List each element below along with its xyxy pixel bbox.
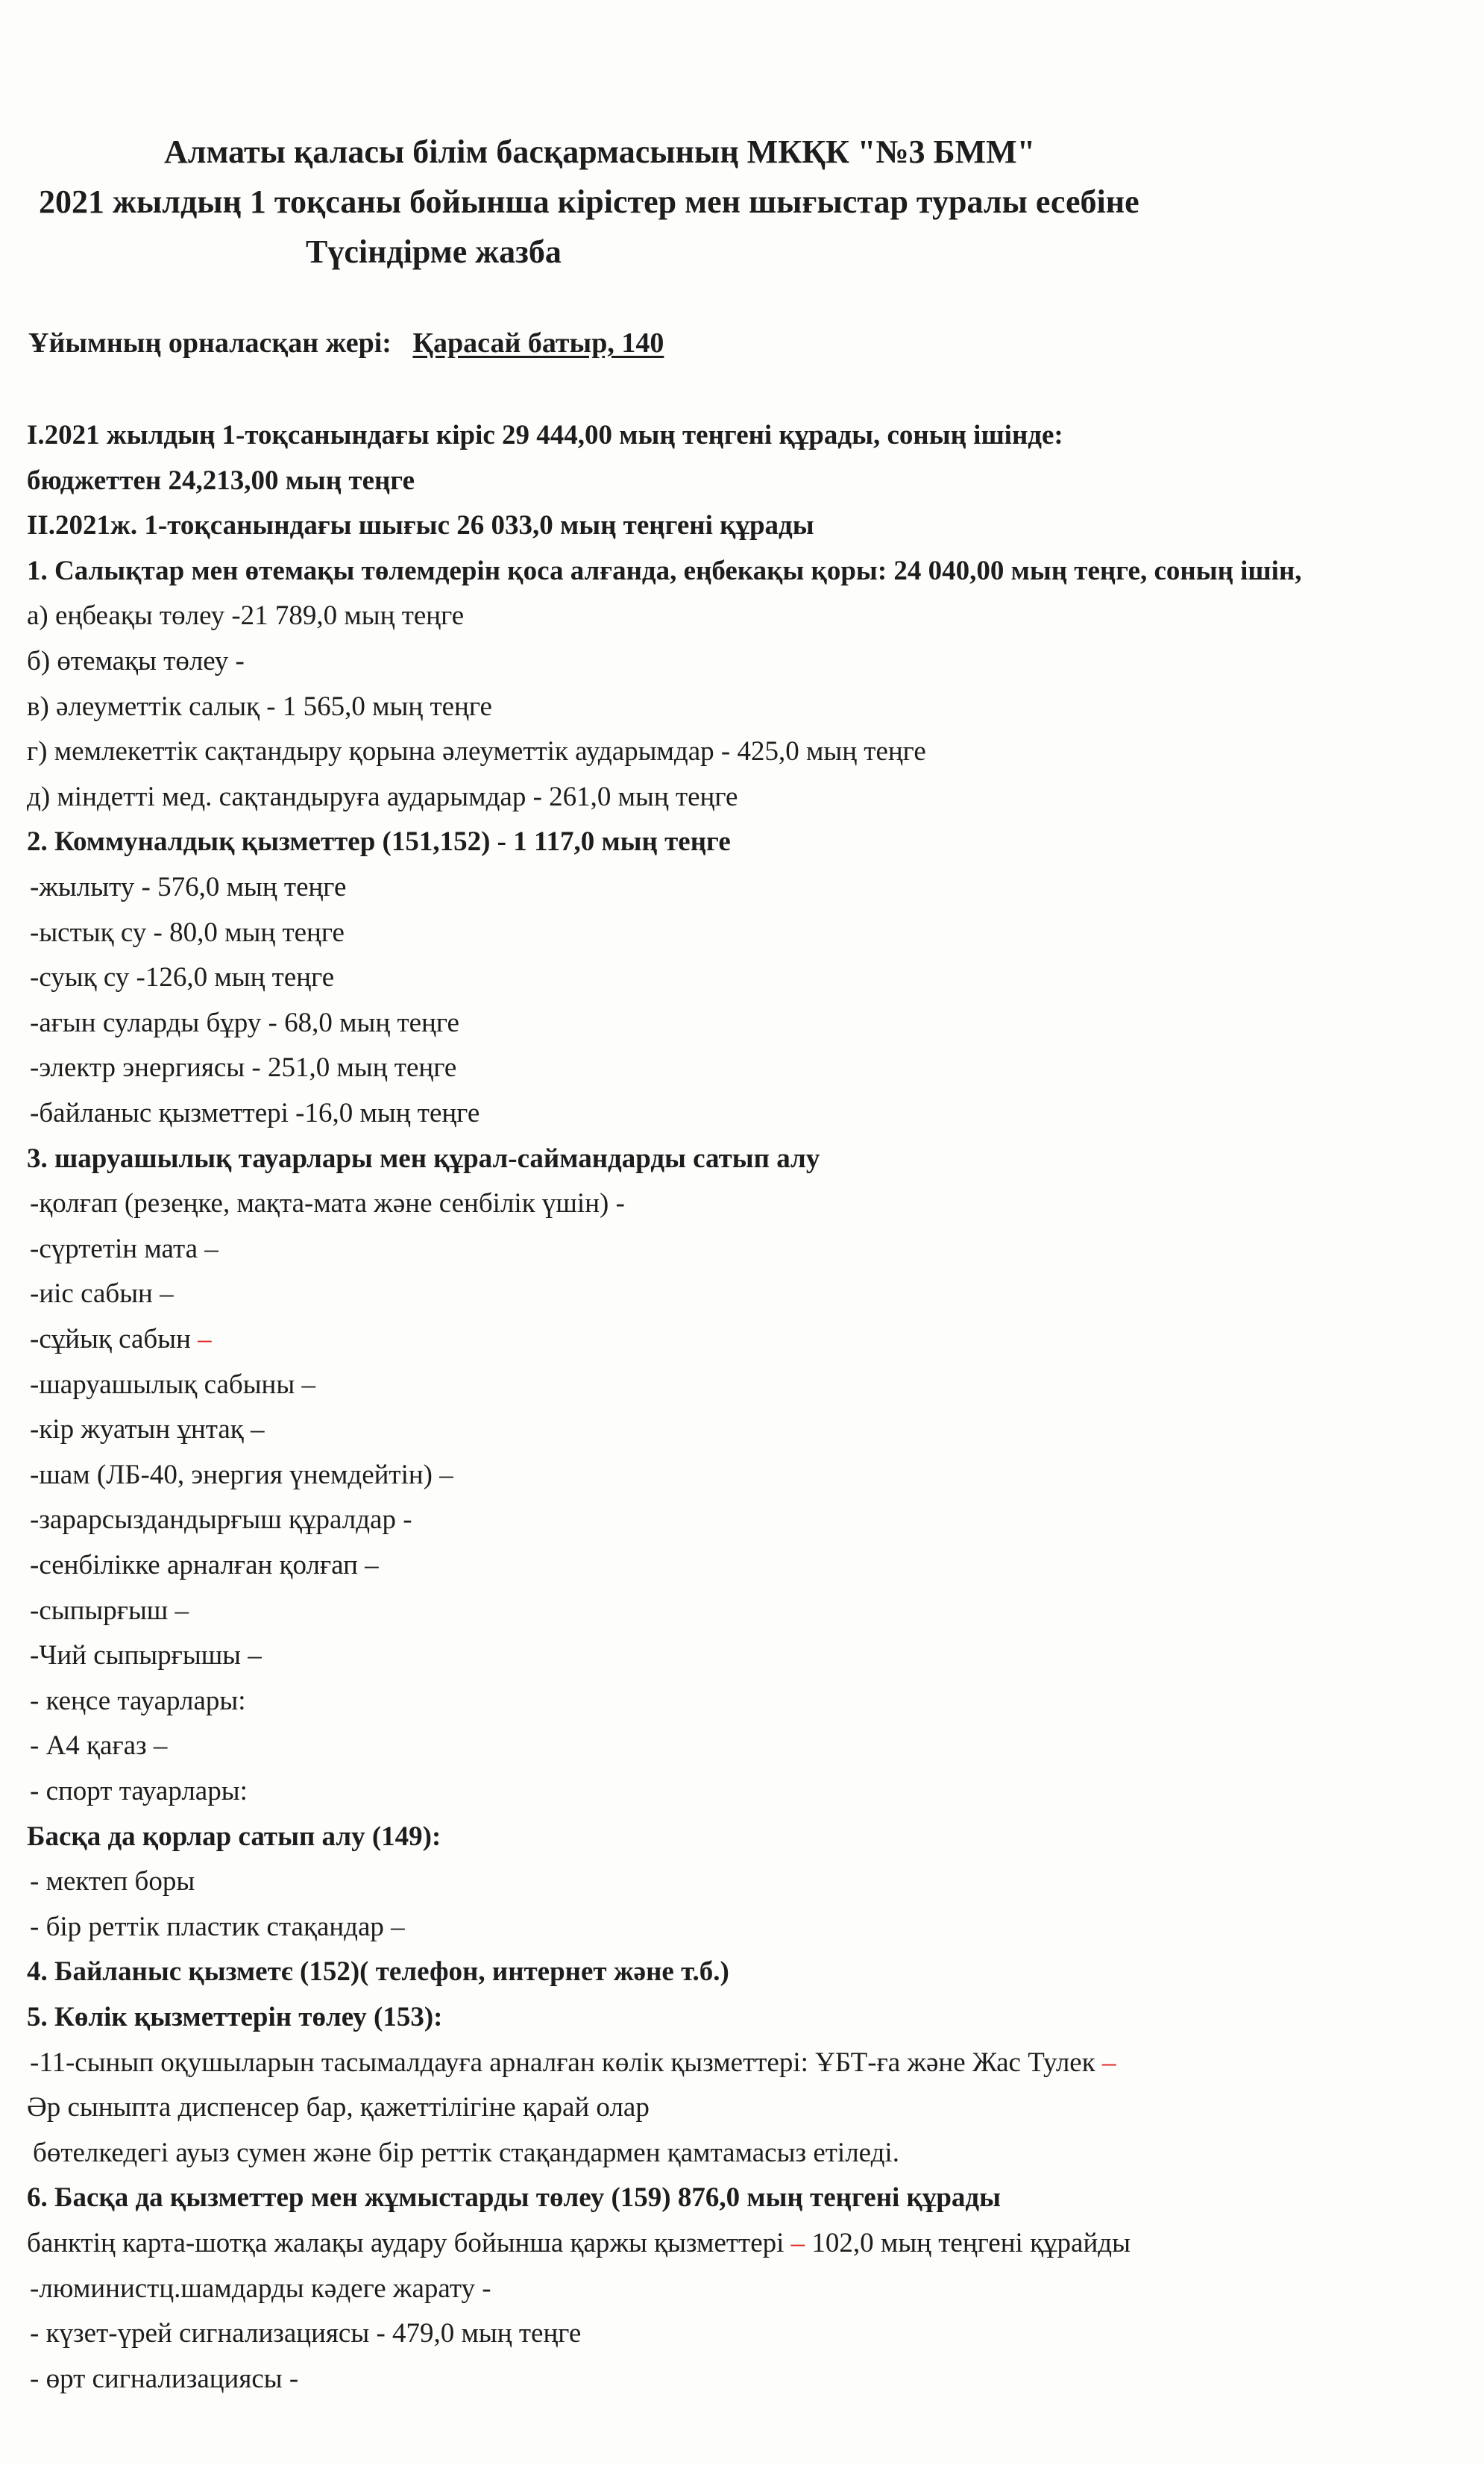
report-line-text: в) әлеуметтік салық - 1 565,0 мың теңге xyxy=(27,691,492,722)
report-line-text: 2. Коммуналдық қызметтер (151,152) - 1 117,0 мың теңге xyxy=(27,826,731,858)
document-title-report: 2021 жылдың 1 тоқсаны бойынша кірістер мен шығыстар туралы есебіне xyxy=(39,183,1139,220)
report-line-text: -қолғап (резеңке, мақта-мата және сенбілік үшін) - xyxy=(30,1188,625,1219)
report-line-text: 3. шаруашылық тауарлары мен құрал-саймандарды сатып алу xyxy=(27,1143,820,1174)
document-title-note: Түсіндірме жазба xyxy=(306,233,562,270)
report-line-text: -сенбілікке арналған қолғап – xyxy=(30,1550,379,1580)
report-line xyxy=(27,783,738,811)
report-line xyxy=(30,1416,265,1443)
report-line xyxy=(30,1597,189,1624)
report-line-text: б) өтемақы төлеу - xyxy=(27,646,245,676)
report-line xyxy=(27,2182,1002,2214)
report-line xyxy=(30,2365,298,2393)
report-line xyxy=(30,1235,218,1263)
document-title-org: Алматы қаласы білім басқармасының МКҚК "№3 БММ" xyxy=(164,134,1036,170)
report-line xyxy=(27,2229,1131,2257)
report-line-text: -Чий сыпырғышы – xyxy=(30,1640,262,1671)
report-line-text: -шаруашылық сабыны – xyxy=(30,1369,315,1400)
report-line-text: -шам (ЛБ-40, энергия үнемдейтін) – xyxy=(30,1459,453,1490)
report-line-amount: 102,0 мың теңгені құрайды xyxy=(805,2228,1131,2258)
report-line-text: -жылыту - 576,0 мың теңге xyxy=(30,872,347,902)
report-line-text: 4. Байланыс қызметє (152)( телефон, интернет және т.б.) xyxy=(27,1956,729,1988)
report-line-text: -люминистц.шамдарды кәдеге жарату - xyxy=(30,2273,491,2304)
report-line-dash: – xyxy=(1095,2047,1116,2078)
report-line xyxy=(30,1730,168,1762)
report-line xyxy=(30,1325,212,1353)
report-line xyxy=(30,964,334,991)
report-line-dash: – xyxy=(784,2228,805,2258)
location-address: Қарасай батыр, 140 xyxy=(412,327,664,359)
report-line xyxy=(30,1009,459,1037)
report-line xyxy=(27,512,814,539)
report-line xyxy=(30,2320,581,2347)
report-line xyxy=(30,1687,246,1715)
location-line xyxy=(28,327,664,359)
location-label: Ұйымның орналасқан жері: xyxy=(28,327,392,359)
report-line xyxy=(30,1052,457,1084)
report-line xyxy=(30,1278,174,1310)
report-line-text: -иіс сабын – xyxy=(30,1278,174,1310)
report-line xyxy=(27,647,245,675)
report-line xyxy=(30,873,346,901)
report-line-text: - өрт сигнализациясы - xyxy=(30,2363,299,2394)
report-line xyxy=(30,1371,315,1398)
report-line xyxy=(27,1956,729,1988)
report-line-text: -сыпырғыш – xyxy=(30,1595,189,1626)
report-line-text: - кеңсе тауарлары: xyxy=(30,1685,246,1716)
report-line-text: -электр энергиясы - 251,0 мың теңге xyxy=(30,1052,457,1084)
report-line xyxy=(30,2049,1116,2076)
report-line-text: -ыстық су - 80,0 мың теңге xyxy=(30,917,345,948)
report-line xyxy=(30,1504,412,1536)
report-line-text: -байланыс қызметтері -16,0 мың теңге xyxy=(30,1098,480,1128)
report-line-dash: – xyxy=(198,1324,212,1354)
report-line xyxy=(27,600,465,632)
report-line-text: -сұйық сабын xyxy=(30,1324,198,1354)
report-line-text: -зарарсыздандырғыш құралдар - xyxy=(30,1504,412,1536)
report-line xyxy=(30,1099,480,1127)
report-line-text: 6. Басқа да қызметтер мен жұмыстарды төлеу (159) 876,0 мың теңгені құрады xyxy=(27,2182,1002,2214)
report-line xyxy=(27,2094,650,2121)
report-line-text: 1. Салықтар мен өтемақы төлемдерін қоса алғанда, еңбекақы қоры: 24 040,00 мың теңге, соның ішін, xyxy=(27,555,1302,586)
report-line-text: - күзет-үрей сигнализациясы - 479,0 мың теңге xyxy=(30,2318,582,2349)
report-line xyxy=(30,2275,491,2302)
report-line xyxy=(33,2139,899,2167)
report-line xyxy=(27,693,492,720)
report-line xyxy=(30,1551,379,1579)
report-line-text: -ағын суларды бұру - 68,0 мың теңге xyxy=(30,1007,459,1038)
report-line xyxy=(30,1461,453,1489)
report-line-text: Әр сыныпта диспенсер бар, қажеттілігіне қарай олар xyxy=(27,2092,650,2123)
report-line-text: д) міндетті мед. сақтандыруға аударымдар - 261,0 мың теңге xyxy=(27,781,738,812)
report-line-text: банктің карта-шотқа жалақы аудару бойынша қаржы қызметтері xyxy=(27,2228,785,2258)
report-line xyxy=(27,1823,441,1850)
report-line xyxy=(30,1190,625,1217)
report-line-text: - бір реттік пластик стақандар – xyxy=(30,1911,405,1942)
report-line-text: бөтелкедегі ауыз сумен және бір реттік стақандармен қамтамасыз етіледі. xyxy=(33,2137,899,2168)
report-line-text: а) еңбеақы төлеу -21 789,0 мың теңге xyxy=(27,600,465,632)
report-line xyxy=(30,1868,195,1895)
report-line xyxy=(30,1913,405,1941)
report-line xyxy=(27,2003,442,2031)
report-line xyxy=(27,1145,820,1172)
report-line-text: г) мемлекеттік сақтандыру қорына әлеуметтік аударымдар - 425,0 мың теңге xyxy=(27,736,926,767)
report-line-text: - А4 қағаз – xyxy=(30,1730,168,1762)
report-line xyxy=(27,738,926,765)
report-line-text: бюджеттен 24,213,00 мың теңге xyxy=(27,465,415,496)
report-line-text: -11-сынып оқушыларын тасымалдауға арналған көлік қызметтері: ҰБТ-ға және Жас Тулек xyxy=(30,2047,1095,2078)
report-line xyxy=(27,826,731,858)
report-line xyxy=(30,1777,248,1805)
report-line xyxy=(27,557,1302,585)
report-line xyxy=(30,919,345,946)
report-line-text: Басқа да қорлар сатып алу (149): xyxy=(27,1821,441,1852)
report-line-text: - мектеп боры xyxy=(30,1866,195,1897)
report-line-text: -сүртетін мата – xyxy=(30,1233,218,1264)
report-line-text: - спорт тауарлары: xyxy=(30,1776,248,1806)
report-line-text: -суық су -126,0 мың теңге xyxy=(30,962,335,993)
report-line-text: II.2021ж. 1-тоқсанындағы шығыс 26 033,0 мың теңгені құрады xyxy=(27,510,814,541)
report-line xyxy=(27,467,415,494)
report-line xyxy=(30,1642,262,1669)
report-line-text: -кір жуатын ұнтақ – xyxy=(30,1414,265,1445)
report-line-text: 5. Көлік қызметтерін төлеу (153): xyxy=(27,2002,443,2032)
report-line xyxy=(27,421,1063,449)
report-line-text: I.2021 жылдың 1-тоқсанындағы кіріс 29 444,00 мың теңгені құрады, соның ішінде: xyxy=(27,420,1063,450)
